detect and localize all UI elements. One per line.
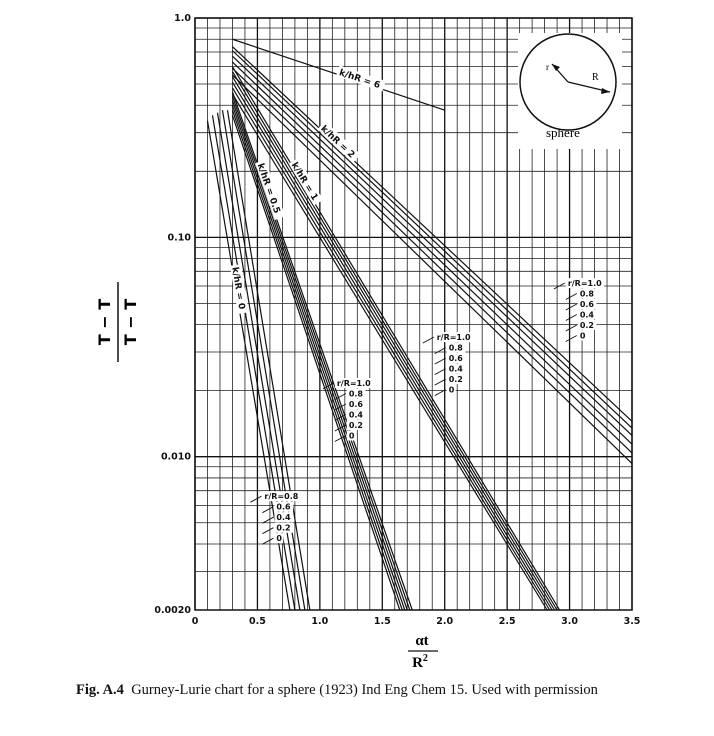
xlabel-numerator: αt: [415, 633, 429, 649]
rlabel: 0.4: [276, 513, 291, 523]
rlabel-leader: [566, 325, 577, 331]
inset-sphere-label: sphere: [546, 125, 580, 140]
rlabel: 0.6: [579, 300, 594, 310]
rlabel: 0.2: [276, 523, 291, 533]
family-label-group: [336, 66, 386, 93]
rlabel-leader: [262, 517, 273, 523]
family-label: k/hR = 6: [337, 68, 382, 92]
ylabel-numerator: T − T: [95, 298, 114, 346]
rlabel: 0.2: [579, 321, 594, 331]
family-label: k/hR = 0: [229, 266, 247, 311]
rlabel: r/R=1.0: [436, 333, 471, 343]
family-label: k/hR = 2: [318, 123, 357, 161]
inset-r-label: r: [546, 62, 549, 72]
xlabel-denominator: $R^2$: [412, 653, 428, 671]
rlabel: r/R=0.8: [264, 492, 299, 502]
rlabel: 0.4: [448, 364, 463, 374]
y-axis-label: [95, 282, 140, 362]
rlabel: 0.2: [448, 375, 463, 385]
figure-caption: [76, 682, 598, 699]
x-tick-label: 3.5: [623, 616, 641, 627]
rlabel: 0: [348, 431, 355, 441]
y-tick-label: 0.0020: [154, 605, 191, 616]
rlabel: 0: [579, 331, 586, 341]
rlabel-leader: [566, 315, 577, 321]
rlabel: 0.6: [348, 400, 364, 410]
x-tick-label: 3.0: [561, 616, 578, 627]
rlabel: 0.6: [448, 354, 463, 364]
rlabel: 0.8: [579, 289, 594, 299]
x-axis-label: [408, 633, 438, 671]
rlabel-leader: [566, 294, 577, 300]
family-label: k/hR = 0.5: [254, 162, 282, 215]
x-tick-label: 1.5: [373, 616, 391, 627]
rlabel: 0.4: [348, 410, 364, 420]
rlabel-leader: [566, 336, 577, 342]
figure-caption-text: Gurney-Lurie chart for a sphere (1923) Ind Eng Chem 15. Used with permission: [131, 682, 598, 698]
x-tick-label: 1.0: [311, 616, 329, 627]
x-tick-label: 0: [191, 616, 199, 627]
rlabel-leader: [250, 496, 261, 502]
y-tick-label: 0.10: [167, 232, 191, 244]
rlabel-leader: [262, 528, 273, 534]
ylabel-denominator: T − T: [121, 298, 140, 346]
family-label: k/hR = 1: [288, 160, 320, 203]
rlabel: 0.6: [276, 502, 291, 512]
figure-number: Fig. A.4: [76, 682, 124, 698]
rlabel: 0.8: [448, 343, 463, 353]
x-tick-label: 2.0: [436, 616, 454, 627]
x-tick-label: 0.5: [249, 616, 266, 627]
y-tick-label: 1.0: [174, 13, 191, 24]
rlabel: 0.2: [348, 421, 364, 431]
rlabel: r/R=1.0: [567, 279, 602, 289]
inset-R-label: R: [592, 72, 599, 83]
rlabel: 0.4: [579, 310, 594, 320]
rlabel-leader: [262, 538, 273, 544]
rlabel: 0: [448, 385, 455, 395]
x-tick-label: 2.5: [498, 616, 516, 627]
sphere-inset: [518, 33, 622, 149]
rlabel: 0: [276, 534, 282, 544]
rlabel: 0.8: [348, 389, 364, 399]
rlabel: r/R=1.0: [336, 379, 371, 389]
rlabel-leader: [262, 507, 273, 513]
rlabel-leader: [566, 304, 577, 310]
y-tick-label: 0.010: [160, 451, 191, 463]
